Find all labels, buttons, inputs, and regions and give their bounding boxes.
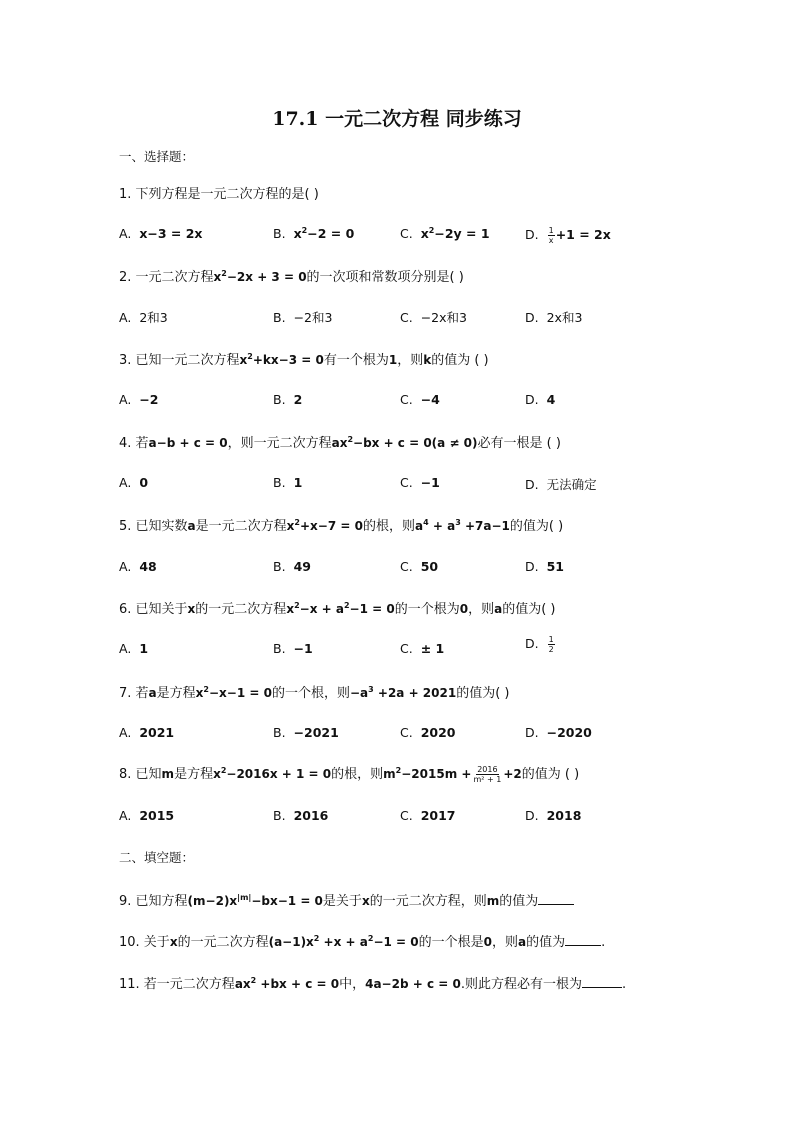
question-6-options <box>119 635 679 659</box>
option-a: A. 2015 <box>119 808 175 823</box>
option-d: D. 2018 <box>525 808 582 823</box>
question-5: 5. 已知实数a是一元二次方程$x^2+x-7 = 0$的根，则$a^4 + a^3 +7a-1$的值为( ) <box>119 518 564 534</box>
option-a: A. 1 <box>119 641 149 656</box>
option-d: D. $\frac{1}{x}$ +1 = 2x <box>525 226 611 245</box>
question-11: 11. 若一元二次方程$ax^2 +bx + c = 0$中，4a−2b + c = 0.则此方程必有一根为 . <box>119 976 627 992</box>
question-4-options <box>119 475 679 493</box>
question-7-options <box>119 725 679 743</box>
answer-blank[interactable] <box>565 933 601 946</box>
answer-blank[interactable] <box>538 892 574 905</box>
question-8: 8. 已知m是方程$x^2-2016x + 1 = 0$的根，则$m^2-2015m$ + $\frac{2016}{\text{m² + 1}}$ +2的值为 ( ) <box>119 765 580 784</box>
option-d: D. 2x和3 <box>525 310 583 325</box>
option-a: A. 2和3 <box>119 310 168 325</box>
option-c: C. −4 <box>400 392 440 407</box>
question-2: 2. 一元二次方程$x^2-2x + 3 = 0$的一次项和常数项分别是( ) <box>119 269 464 285</box>
page-title: 17.1 一元二次方程 同步练习 <box>272 108 522 130</box>
fraction-2016: $\frac{2016}{\text{m² + 1}}$ <box>473 765 502 784</box>
question-1-options <box>119 226 679 244</box>
option-c: C. ± 1 <box>400 641 445 656</box>
question-7: 7. 若a是方程$x^2-x-1 = 0$的一个根，则$-a^3 +2a + 2021$的值为( ) <box>119 685 510 701</box>
option-b: B. −2021 <box>273 725 339 740</box>
option-d: D. 51 <box>525 559 565 574</box>
question-4: 4. 若a−b + c = 0，则一元二次方程$ax^2-bx + c = 0(a \ne 0)$必有一根是 ( ) <box>119 435 561 451</box>
question-10: 10. 关于x的一元二次方程$(a-1)x^2 +x + a^2-1 = 0$的一个根是0，则a的值为 . <box>119 934 606 950</box>
section-heading-choice: 一、选择题： <box>119 149 195 164</box>
option-c: C. −2x和3 <box>400 310 467 325</box>
option-b: B. $x^2-2 = 0$ <box>273 226 355 242</box>
option-b: B. −2和3 <box>273 310 333 325</box>
question-3: 3. 已知一元二次方程$x^2+kx-3 = 0$有一个根为1，则k的值为 ( ) <box>119 352 489 368</box>
question-9: 9. 已知方程$(m-2)x^{|m|}-bx-1 = 0$是关于x的一元二次方程，则m的值为 <box>119 890 574 909</box>
option-b: B. 2016 <box>273 808 329 823</box>
option-b: B. −1 <box>273 641 313 656</box>
question-6: 6. 已知关于x的一元二次方程$x^2-x + a^2-1 = 0$的一个根为0，则a的值为( ) <box>119 601 556 617</box>
option-a: A. 0 <box>119 475 149 490</box>
option-d: D. −2020 <box>525 725 592 740</box>
option-a: A. −2 <box>119 392 159 407</box>
option-c: C. 2020 <box>400 725 456 740</box>
option-d: D. 4 <box>525 392 556 407</box>
option-d: D. $\frac{1}{2}$ <box>525 635 554 654</box>
option-d: D. 无法确定 <box>525 477 597 492</box>
option-b: B. 1 <box>273 475 303 490</box>
question-3-options <box>119 392 679 410</box>
option-a: A. x−3 = 2x <box>119 226 203 241</box>
option-b: B. 2 <box>273 392 303 407</box>
option-c: C. 50 <box>400 559 439 574</box>
question-5-options <box>119 559 679 577</box>
answer-blank[interactable] <box>582 975 622 988</box>
option-a: A. 48 <box>119 559 157 574</box>
option-c: C. 2017 <box>400 808 456 823</box>
option-c: C. −1 <box>400 475 440 490</box>
question-2-options <box>119 308 679 326</box>
option-b: B. 49 <box>273 559 311 574</box>
option-a: A. 2021 <box>119 725 175 740</box>
option-c: C. $x^2-2y = 1$ <box>400 226 490 242</box>
question-1: 1. 下列方程是一元二次方程的是( ) <box>119 187 319 202</box>
question-8-options <box>119 808 679 826</box>
section-heading-fill-blank: 二、填空题： <box>119 850 195 865</box>
